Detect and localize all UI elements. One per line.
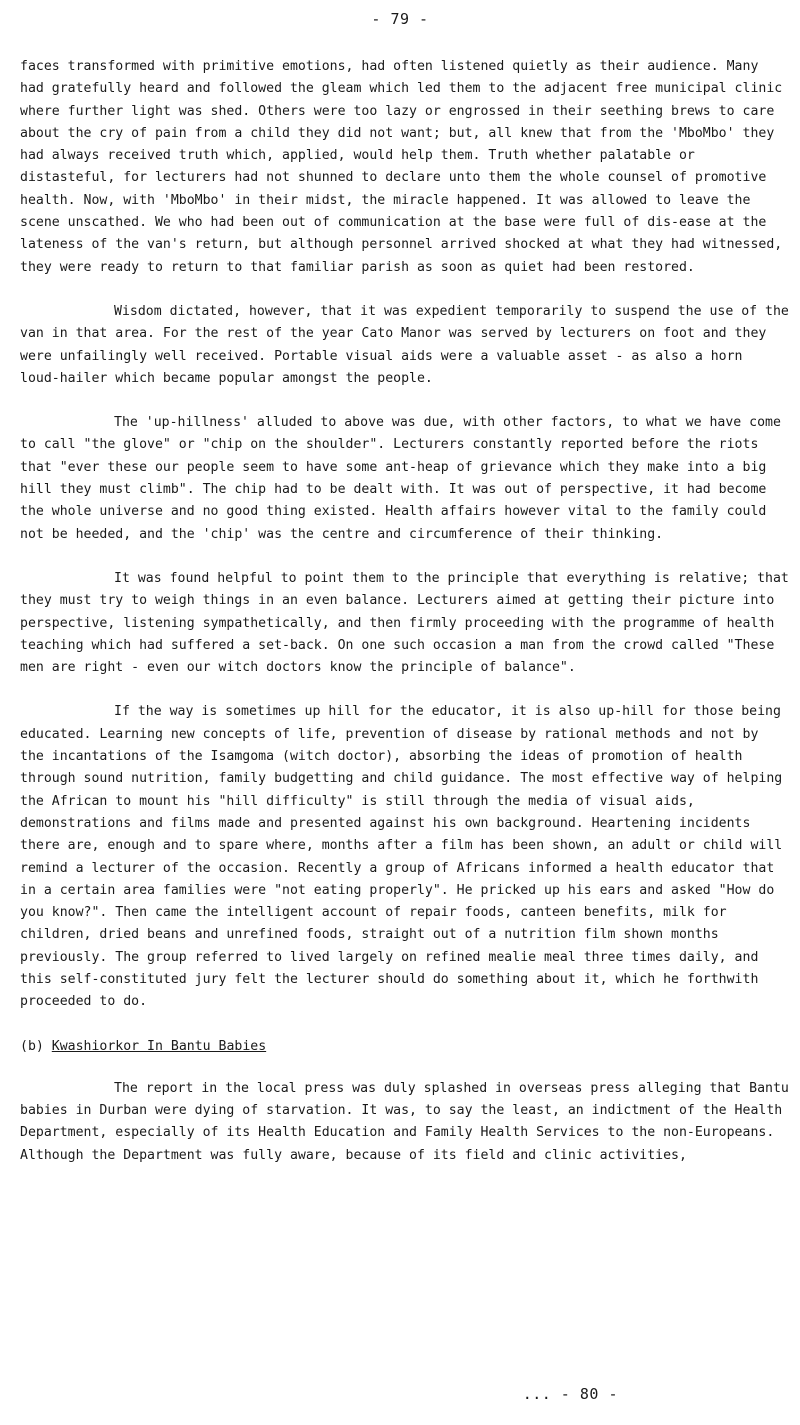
paragraph-continuation: faces transformed with primitive emotions, had often listened quietly as their audience. Many had gratefully heard and followed the gleam which led them to the adjacent free municipal clinic where further light was shed. Others were too lazy or engrossed in their seething brews to care about the cry of pain from a child they did not want; but, all knew that from the 'MboMbo' they had always received truth which, applied, would help them. Truth whether palatable or distasteful, for lecturers had not shunned to declare unto them the whole counsel of promotive health. Now, with 'MboMbo' in their midst, the miracle happened. It was allowed to leave the scene unscathed. We who had been out of communication at the base were full of dis-ease at the lateness of the van's return, but although personnel arrived shocked at what they had witnessed, they were ready to return to that familiar parish as soon as quiet had been restored. bbox=[20, 59, 783, 275]
paragraph-chip-on-shoulder: The 'up-hillness' alluded to above was due, with other factors, to what we have come to call "the glove" or "chip on the shoulder". Lecturers constantly reported before the riots that "ever these our people seem to have some ant-heap of grievance which they make into a big hill they must climb". The chip had to be dealt with. It was out of perspective, it had become the whole universe and no good thing existed. Health affairs however vital to the family could not be heeded, and the 'chip' was the centre and circumference of their thinking. bbox=[20, 415, 781, 542]
paragraph-balance-principle: It was found helpful to point them to the principle that everything is relative; that they must try to weigh things in an even balance. Lecturers aimed at getting their picture into perspective, listening sympathetically, and then firmly proceeding with the programme of health teaching which had suffered a set-back. On one such occasion a man from the crowd called "These men are right - even our witch doctors know the principle of balance". bbox=[20, 570, 789, 676]
section-title: Kwashiorkor In Bantu Babies bbox=[51, 1038, 267, 1054]
paragraph-kwashiorkor-report: The report in the local press was duly splashed in overseas press alleging that Bantu babies in Durban were dying of starvation. It was, to say the least, an indictment of the Health Department, especially of its Health Education and Family Health Services to the non-Europeans. Although the Department was fully aware, because of its field and clinic activities, bbox=[20, 1080, 789, 1163]
page-number: - 79 - bbox=[371, 10, 429, 28]
section-marker: (b) bbox=[20, 1038, 44, 1054]
next-page-footer: ... - 80 - bbox=[522, 1385, 618, 1403]
section-heading bbox=[20, 1036, 790, 1058]
paragraph-uphill-educated: If the way is sometimes up hill for the educator, it is also up-hill for those being educated. Learning new concepts of life, prevention of disease by rational methods and not by the incantations of the Isamgoma (witch doctor), absorbing the ideas of promotion of health through sound nutrition, family budgetting and child guidance. The most effective way of helping the African to mount his "hill difficulty" is still through the media of visual aids, demonstrations and films made and presented against his own background. Heartening incidents there are, enough and to spare where, months after a film has been shown, an adult or child will remind a lecturer of the occasion. Recently a group of Africans informed a health educator that in a certain area families were "not eating properly". He pricked up his ears and asked "How do you know?". Then came the intelligent account of repair foods, canteen benefits, milk for children, dried beans and unrefined foods, straight out of a nutrition film shown months previously. The group referred to lived largely on refined mealie meal three times daily, and this self-constituted jury felt the lecturer should do something about it, which he forthwith proceeded to do. bbox=[20, 704, 783, 1010]
body-text bbox=[20, 56, 790, 1189]
paragraph-van-suspension: Wisdom dictated, however, that it was expedient temporarily to suspend the use of the van in that area. For the rest of the year Cato Manor was served by lecturers on foot and they were unfailingly well received. Portable visual aids were a valuable asset - as also a horn loud-hailer which became popular amongst the people. bbox=[20, 303, 789, 386]
